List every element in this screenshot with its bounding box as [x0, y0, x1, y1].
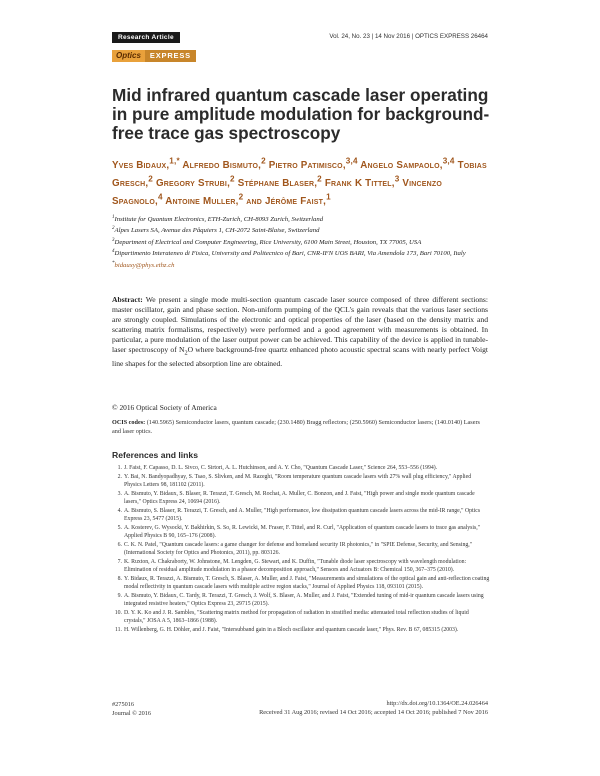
author: Yves Bidaux,$^{1,*}$	[112, 157, 180, 172]
journal-logo	[112, 49, 196, 63]
reference-item: 6. C. K. N. Patel, "Quantum cascade lasers: a game changer for defense and homeland security IR photonics," in "SPIE Defense, Security, and Sensing," (International Society for Optics and Photonics, 2011), pp. 803126.	[117, 542, 473, 556]
author-list	[112, 155, 492, 208]
affiliations	[112, 213, 488, 270]
manuscript-id: #275016	[112, 701, 135, 708]
abstract-label: Abstract:	[112, 295, 143, 304]
reference-item: 7. K. Ruxton, A. Chakraborty, W. Johnstone, M. Lengden, G. Stewart, and K. Duffin, "Tunable diode laser spectroscopy with wavelength modulation: Elimination of residual amplitude modulation in a phasor decomposition approach," Sensors and Actuators B: Chemical 150, 367–375 (2010).	[117, 559, 467, 573]
author: Stéphane Blaser,$^2$	[237, 174, 322, 190]
doi-link[interactable]: http://dx.doi.org/10.1364/OE.24.026464	[386, 700, 488, 707]
ocis-codes: OCIS codes: (140.5965) Semiconductor lasers, quantum cascade; (230.1480) Bragg reflectors; (250.5960) Semiconductor lasers; (140.0140) Lasers and laser optics.	[112, 419, 480, 436]
author: Angelo Sampaolo,$^{3,4}$	[360, 157, 455, 172]
reference-item: 11. H. Willenberg, G. H. Döhler, and J. Faist, "Intersubband gain in a Bloch oscillator and quantum cascade laser," Phys. Rev. B 67, 085315 (2003).	[114, 627, 459, 634]
footer-left	[112, 700, 151, 718]
affiliation: $^4$Dipartimento Interateneo di Fisica, University and Politecnico of Bari, CNR-IFN UOS BARI, Via Amendola 173, Bari 70100, Italy	[112, 249, 466, 258]
logo-optics: Optics	[112, 50, 145, 62]
top-bar	[112, 32, 488, 44]
reference-item: 1. J. Faist, F. Capasso, D. L. Sivco, C. Sirtori, A. L. Hutchinson, and A. Y. Cho, "Quantum Cascade Laser," Science 264, 553–556 (1994).	[117, 465, 438, 471]
affiliation: $^2$Alpes Lasers SA, Avenue des Pâquiers 1, CH-2072 Saint-Blaise, Switzerland	[112, 226, 320, 235]
reference-item: 3. A. Bismuto, Y. Bidaux, S. Blaser, R. Terazzi, T. Gresch, M. Rochat, A. Muller, C. Bonzon, and J. Faist, "High power and single mode quantum cascade lasers," Optics Express 24, 10694 (2016).	[117, 491, 475, 505]
affiliation: $^3$Department of Electrical and Computer Engineering, Rice University, 6100 Main Street, Houston, TX 77005, USA	[112, 237, 422, 247]
publication-dates: Received 31 Aug 2016; revised 14 Oct 2016; accepted 14 Oct 2016; published 7 Nov 2016	[259, 709, 488, 716]
logo-express: EXPRESS	[145, 50, 196, 62]
reference-item: 2. Y. Bai, N. Bandyopadhyay, S. Tsao, S. Slivken, and M. Razeghi, "Room temperature quantum cascade lasers with 27% wall plug efficiency," Applied Physics Letters 98, 181102 (2011).	[117, 474, 472, 488]
author: and Jérôme Faist,$^1$	[246, 192, 331, 207]
abstract: Abstract: We present a single mode multi-section quantum cascade laser source composed of three different sections: master oscillator, gain and phase section. Non-uniform pumping of the QCL's gain reveals that the various laser sections are strongly coupled. Simulations of the electronic and optical properties of the laser (based on the density matrix and scattering matrix formalisms, respectively) were performed and a good agreement with measurements is obtained. In particular, a pure modulation of the laser output power can be achieved. This capability of the device is applied in tunable-laser spectroscopy of $N_2O$ where background-free quartz enhanced photo acoustic spectral scans with nearly perfect Voigt line shapes for the selected absorption line are obtained.	[112, 295, 488, 369]
author: Frank K Tittel,$^3$	[324, 174, 400, 190]
journal-copyright: Journal © 2016	[112, 710, 152, 717]
reference-item: 9. A. Bismuto, Y. Bidaux, C. Tardy, R. Terazzi, T. Gresch, J. Wolf, S. Blaser, A. Muller, and J. Faist, "Extended tuning of mid-ir quantum cascade lasers using integrated resistive heaters," Optics Express 23, 29715 (2015).	[117, 593, 484, 607]
author: Pietro Patimisco,$^{3,4}$	[268, 157, 358, 172]
affiliation: $^1$Institute for Quantum Electronics, ETH-Zurich, CH-8093 Zurich, Switzerland	[112, 215, 324, 224]
copyright: © 2016 Optical Society of America	[112, 403, 217, 412]
article-type-badge: Research Article	[112, 32, 180, 43]
reference-item: 5. A. Kosterev, G. Wysocki, Y. Bakhirkin, S. So, R. Lewicki, M. Fraser, F. Tittel, and R. Curl, "Application of quantum cascade lasers to trace gas analysis," Applied Physics B 90, 165–176 (2008).	[117, 525, 481, 539]
author: Antoine Muller,$^2$	[165, 192, 244, 207]
author: Tobias Gresch,$^2$	[112, 160, 487, 190]
author: Vincenzo Spagnolo,$^4$	[112, 178, 443, 207]
reference-item: 10. D. Y. K. Ko and J. R. Sambles, "Scattering matrix method for propagation of radiation in stratified media: attenuated total reflection studies of liquid crystals," JOSA A 5, 1863–1866 (1988).	[114, 610, 469, 624]
reference-list	[112, 465, 490, 637]
email-line: *bidauxy@phys.ethz.ch	[112, 260, 175, 269]
references-heading: References and links	[112, 450, 198, 460]
author: Gregory Strubi,$^2$	[155, 174, 235, 190]
journal-info: Vol. 24, No. 23 | 14 Nov 2016 | OPTICS EXPRESS 26464	[329, 33, 488, 40]
ocis-label: OCIS codes:	[112, 419, 146, 426]
author: Alfredo Bismuto,$^2$	[182, 157, 266, 172]
reference-item: 8. Y. Bidaux, R. Terazzi, A. Bismuto, T. Gresch, S. Blaser, A. Muller, and J. Faist, "Measurements and simulations of the optical gain and anti-reflection coating modal reflectivity in quantum cascade lasers with multiple active region stacks," Journal of Applied Physics 118, 093101 (2015).	[117, 576, 490, 590]
reference-item: 4. A. Bismuto, S. Blaser, R. Terazzi, T. Gresch, and A. Muller, "High performance, low dissipation quantum cascade lasers across the mid-IR range," Optics Express 23, 5477 (2015).	[117, 508, 481, 522]
paper-title: Mid infrared quantum cascade laser operating in pure amplitude modulation for background-free trace gas spectroscopy	[112, 85, 490, 143]
email-link[interactable]: bidauxy@phys.ethz.ch	[114, 261, 175, 269]
